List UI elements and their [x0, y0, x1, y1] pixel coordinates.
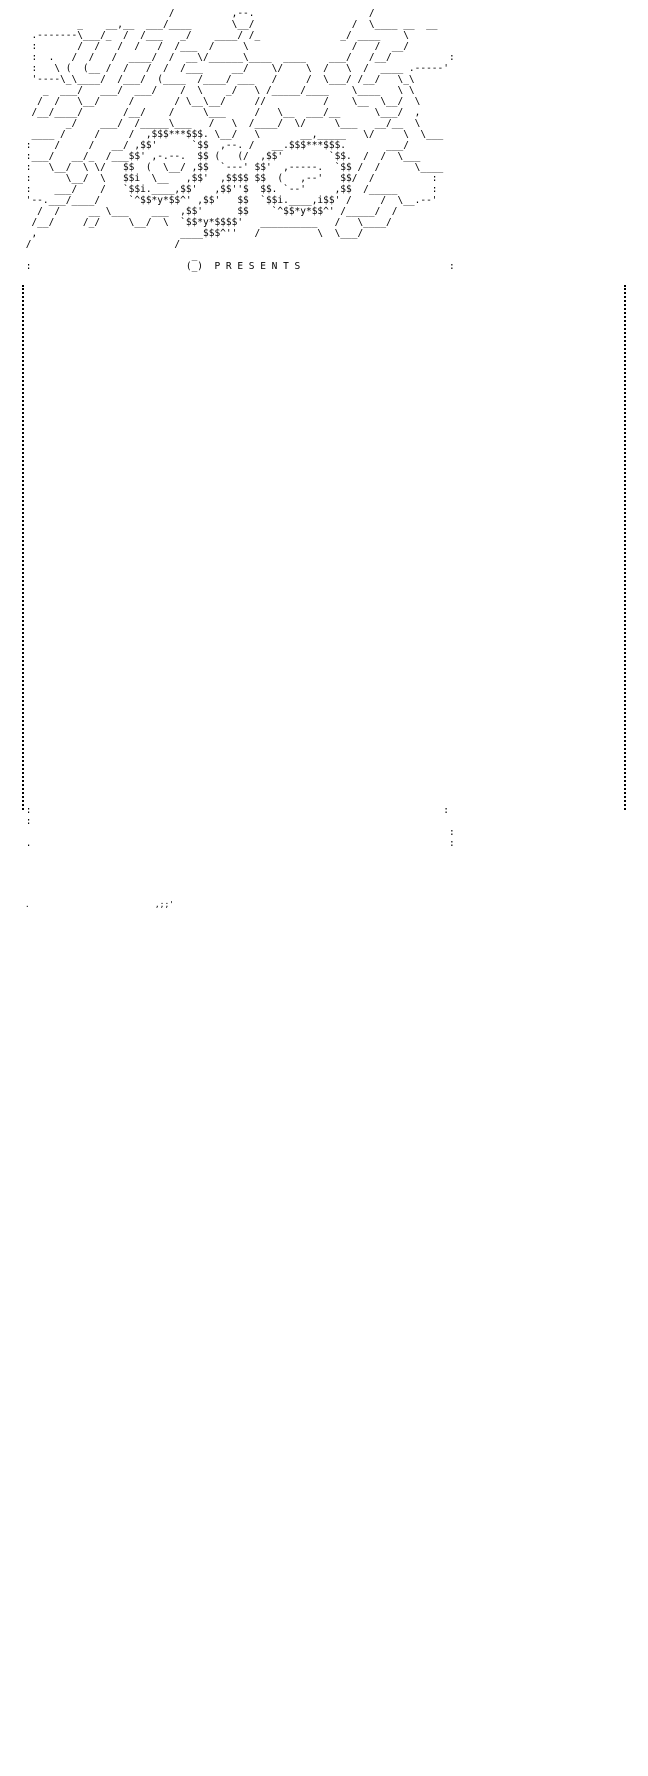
left-border — [22, 285, 24, 810]
bottom-ascii-art: . ,;;' — [20, 900, 175, 909]
language-row — [32, 524, 92, 558]
right-border — [624, 285, 626, 810]
lower-frame-dots: : : : : . : — [25, 805, 455, 849]
logo-ascii-art: / ,--. / _ __,__ ___/____ \__/ / \____ __ __ .-------\___/_ / /___ _/ ____/ /_ _/ ____ \ : / / / / / /___ / \ / / __/ : . / / / ____/ / __\/______\____ ____ ___/ /__/ : : \ ( (__ / / / / /___ __/ \/ \ / \ / ____ .-----' '----\_\____/ /___/ (____ /____/ ___ / / \___/ /__/ \_\ _ ___/ ___/ ___/ / \ _/ \ /_____/____ \____ \ \ / / \__/ / / \__\__/ // / \__ \__/ \ /__/____/ /__/ / \___ / \__ ___/__ \___/ , _/ ___/ /_____\___ / \ /____/ \/ \___ __/__ \ ____ / / / ,$$$***$$$. \__/ \ __,_____ \/ \ \___ : / / __/ ,$$' `$$ ,--. / __.$$$***$$$. ___/ :___/ __/_ /___$$' ,-.--. $$ ( (/ ,$$' `$$. / / \___ : \__/ \ \/ $$ ( \__/ ,$$ `---' $$' ,-----. `$$ / / \____ : \__/ \ $$i \__ ,$$' ,$$$$ $$ ( ,--' $$/ / : : ___/ / `$$i.____,$$' ,$$''$ $$. `--' ,$$ /_____ : '--.___/____/ `^$$*y*$$^' ,$$' $$ `$$i.____,i$$' / / \__.--' / / __ \___ ___ ,$$' $$ `^$$*y*$$^' /_____/ / /__/ /_/ \__/ \ `$$*y*$$$$' __________ / \____/ , ____$$$^'' / \ \___/ / / _ : (_) P R E S E N T S : — [25, 8, 455, 272]
